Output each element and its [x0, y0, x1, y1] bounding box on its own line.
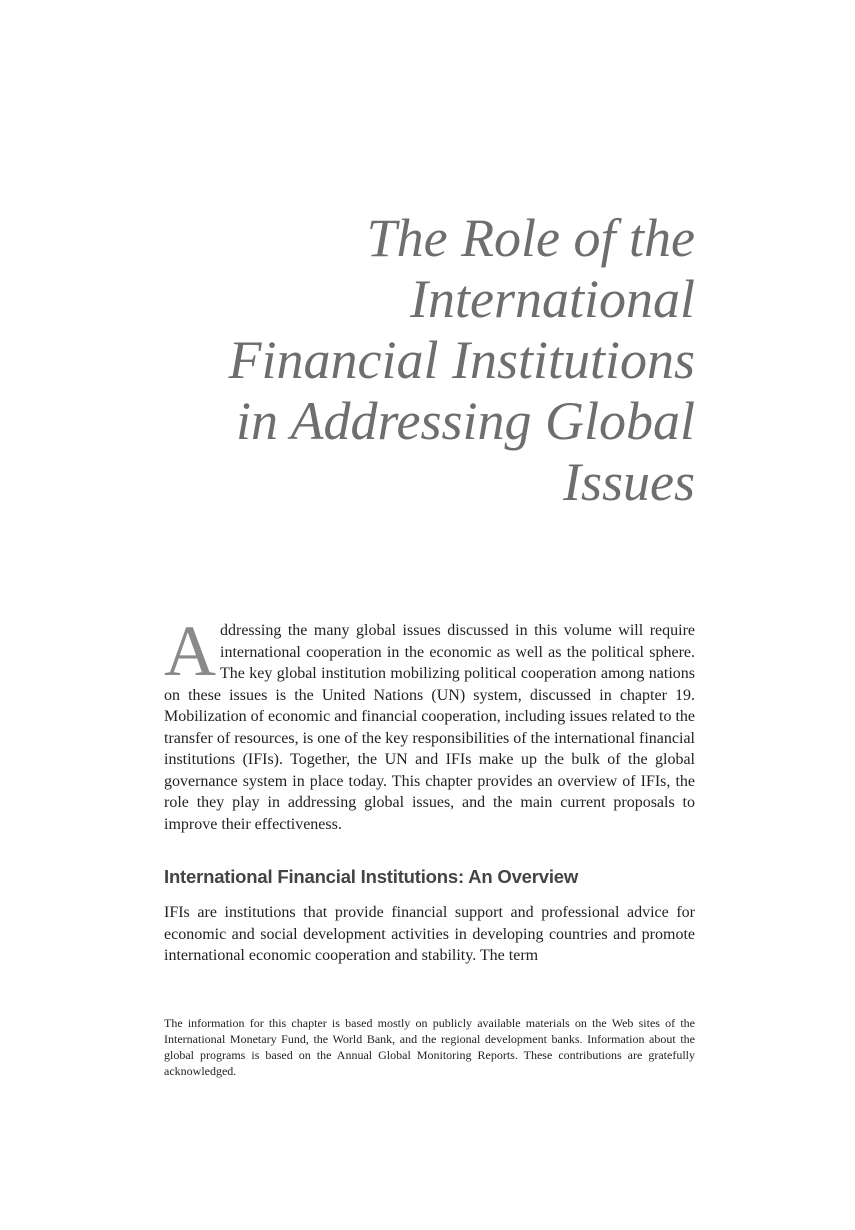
intro-paragraph [164, 611, 695, 835]
chapter-title-line: Issues [563, 452, 695, 512]
footnote: The information for this chapter is based mostly on publicly available materials on the Web sites of the International Monetary Fund, the World Bank, and the regional development banks. Information about the global programs is based on the Annual Global Monitoring Reports. These contributions are gratefully acknowledged. [164, 1016, 695, 1078]
drop-cap: A [164, 611, 216, 691]
chapter-title-line: in Addressing Global [235, 391, 695, 451]
intro-text: ddressing the many global issues discussed in this volume will require international cooperation in the economic as well as the political sphere. The key global institution mobilizing political cooperation among nations on these issues is the United Nations (UN) system, discussed in chapter 19. Mobilization of economic and financial cooperation, including issues related to the transfer of resources, is one of the key responsibilities of the international financial institutions (IFIs). Together, the UN and IFIs make up the bulk of the global governance system in place today. This chapter provides an overview of IFIs, the role they play in addressing global issues, and the main current proposals to improve their effectiveness. [164, 622, 695, 833]
section-body: IFIs are institutions that provide financial support and professional advice for economic and social development activities in developing countries and promote international economic cooperation and stability. The term [164, 904, 695, 964]
chapter-title-line: The Role of the [366, 208, 695, 268]
chapter-title [150, 208, 695, 513]
chapter-title-line: Financial Institutions [228, 330, 695, 390]
section-heading: International Financial Institutions: An Overview [164, 866, 579, 887]
chapter-title-line: International [410, 269, 695, 329]
